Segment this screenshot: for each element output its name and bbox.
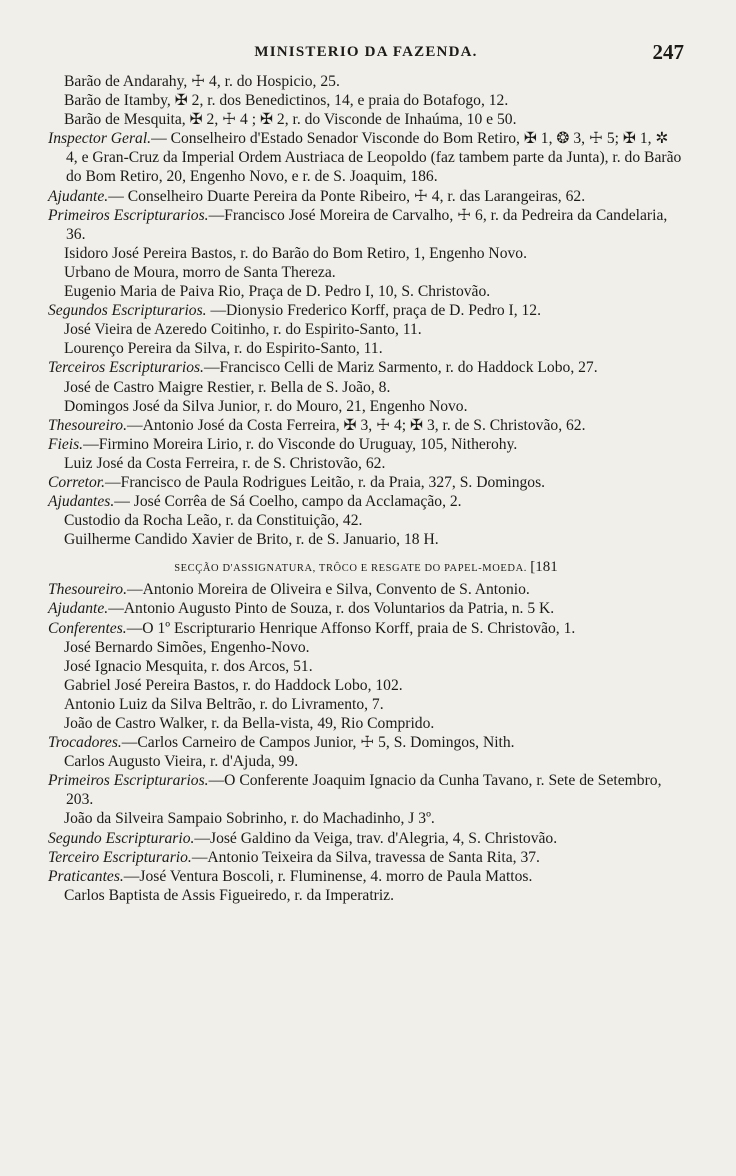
directory-entry xyxy=(48,301,684,320)
entry-text: — Conselheiro d'Estado Senador Visconde do Bom Retiro, ✠ 1, ❂ 3, ☩ 5; ✠ 1, ✲ 4, e Gran-Cruz da Imperial Ordem Austriaca de Leopoldo (faz tambem parte da Junta), r. do Barão do Bom Retiro, 20, Engenho Novo, e r. de S. Joaquim, 186. xyxy=(66,130,682,186)
entry-text: Gabriel José Pereira Bastos, r. do Haddock Lobo, 102. xyxy=(64,676,403,694)
entry-role: Inspector Geral. xyxy=(48,130,152,148)
directory-entry xyxy=(48,733,684,752)
entry-role: Segundo Escripturario. xyxy=(48,829,195,847)
directory-entry xyxy=(48,657,684,676)
entry-text: —Antonio Moreira de Oliveira e Silva, Convento de S. Antonio. xyxy=(126,581,530,599)
entry-text: José de Castro Maigre Restier, r. Bella de S. João, 8. xyxy=(64,378,391,396)
directory-entry xyxy=(48,492,684,511)
entry-text: — Conselheiro Duarte Pereira da Ponte Ribeiro, ☩ 4, r. das Larangeiras, 62. xyxy=(108,187,586,205)
entry-text: —Antonio Teixeira da Silva, travessa de Santa Rita, 37. xyxy=(191,848,540,866)
entry-text: José Vieira de Azeredo Coitinho, r. do Espirito-Santo, 11. xyxy=(64,321,422,339)
entry-text: Urbano de Moura, morro de Santa Thereza. xyxy=(64,263,336,281)
entry-text: Carlos Baptista de Assis Figueiredo, r. da Imperatriz. xyxy=(64,886,395,904)
directory-entry xyxy=(48,580,684,599)
directory-entry xyxy=(48,91,684,110)
entry-role: Fieis. xyxy=(48,435,84,453)
page-header xyxy=(48,40,684,68)
section-heading-text: SECÇÃO D'ASSIGNATURA, TRÔCO E RESGATE DO PAPEL-MOEDA. xyxy=(174,563,528,575)
entry-text: Barão de Itamby, ✠ 2, r. dos Benedictinos, 14, e praia do Botafogo, 12. xyxy=(64,92,509,110)
directory-entry xyxy=(48,454,684,473)
entry-text: José Ignacio Mesquita, r. dos Arcos, 51. xyxy=(64,657,313,675)
directory-list-papel-moeda xyxy=(48,580,684,905)
entry-text: João da Silveira Sampaio Sobrinho, r. do Machadinho, J 3º. xyxy=(64,810,435,828)
directory-entry xyxy=(48,829,684,848)
page-number: 247 xyxy=(652,40,684,64)
directory-entry xyxy=(48,599,684,618)
entry-text: Luiz José da Costa Ferreira, r. de S. Christovão, 62. xyxy=(64,454,386,472)
entry-text: —Francisco de Paula Rodrigues Leitão, r. da Praia, 327, S. Domingos. xyxy=(105,473,546,491)
entry-text: —José Galdino da Veiga, trav. d'Alegria, 4, S. Christovão. xyxy=(194,829,558,847)
entry-role: Ajudante. xyxy=(48,187,109,205)
entry-text: José Bernardo Simões, Engenho-Novo. xyxy=(64,638,310,656)
entry-text: Eugenio Maria de Paiva Rio, Praça de D. Pedro I, 10, S. Christovão. xyxy=(64,283,491,301)
entry-role: Terceiros Escripturarios. xyxy=(48,359,204,377)
entry-text: —Firmino Moreira Lirio, r. do Visconde do Uruguay, 105, Nitherohy. xyxy=(83,435,518,453)
entry-text: Lourenço Pereira da Silva, r. do Espirito-Santo, 11. xyxy=(64,340,383,358)
entry-text: —José Ventura Boscoli, r. Fluminense, 4. morro de Paula Mattos. xyxy=(123,867,533,885)
entry-role: Ajudantes. xyxy=(48,493,115,511)
entry-role: Primeiros Escripturarios. xyxy=(48,772,209,790)
entry-role: Segundos Escripturarios. xyxy=(48,302,207,320)
directory-entry xyxy=(48,282,684,301)
entry-text: — José Corrêa de Sá Coelho, campo da Acclamação, 2. xyxy=(114,493,462,511)
directory-entry xyxy=(48,244,684,263)
directory-entry xyxy=(48,809,684,828)
entry-role: Thesoureiro. xyxy=(48,581,127,599)
directory-entry xyxy=(48,714,684,733)
entry-text: —Antonio José da Costa Ferreira, ✠ 3, ☩ 4; ✠ 3, r. de S. Christovão, 62. xyxy=(126,416,586,434)
directory-entry xyxy=(48,416,684,435)
entry-text: Carlos Augusto Vieira, r. d'Ajuda, 99. xyxy=(64,753,299,771)
directory-entry xyxy=(48,187,684,206)
entry-role: Ajudante. xyxy=(48,600,109,618)
entry-text: Barão de Mesquita, ✠ 2, ☩ 4 ; ✠ 2, r. do Visconde de Inhaúma, 10 e 50. xyxy=(64,111,517,129)
entry-text: Isidoro José Pereira Bastos, r. do Barão do Bom Retiro, 1, Engenho Novo. xyxy=(64,244,527,262)
directory-entry xyxy=(48,695,684,714)
directory-entry xyxy=(48,110,684,129)
directory-entry xyxy=(48,848,684,867)
directory-entry xyxy=(48,638,684,657)
entry-text: Guilherme Candido Xavier de Brito, r. de S. Januario, 18 H. xyxy=(64,531,439,549)
entry-text: —O Conferente Joaquim Ignacio da Cunha Tavano, r. Sete de Setembro, 203. xyxy=(66,772,662,809)
entry-text: —Francisco Celli de Mariz Sarmento, r. do Haddock Lobo, 27. xyxy=(203,359,598,377)
entry-text: Barão de Andarahy, ☩ 4, r. do Hospicio, 25. xyxy=(64,73,340,90)
entry-text: —Carlos Carneiro de Campos Junior, ☩ 5, S. Domingos, Nith. xyxy=(121,734,515,752)
entry-text: João de Castro Walker, r. da Bella-vista, 49, Rio Comprido. xyxy=(64,715,435,732)
directory-entry xyxy=(48,378,684,397)
entry-role: Corretor. xyxy=(48,473,106,491)
directory-entry xyxy=(48,619,684,638)
section-heading xyxy=(48,559,684,576)
directory-entry xyxy=(48,530,684,549)
entry-text: —Francisco José Moreira de Carvalho, ☩ 6, r. da Pedreira da Candelaria, 36. xyxy=(66,206,668,243)
entry-text: —O 1º Escripturario Henrique Affonso Korff, praia de S. Christovão, 1. xyxy=(126,619,576,637)
directory-entry xyxy=(48,867,684,886)
entry-role: Primeiros Escripturarios. xyxy=(48,206,209,224)
directory-entry xyxy=(48,339,684,358)
directory-list-fazenda xyxy=(48,72,684,549)
entry-text: —Dionysio Frederico Korff, praça de D. Pedro I, 12. xyxy=(206,302,542,320)
directory-entry xyxy=(48,752,684,771)
directory-entry xyxy=(48,435,684,454)
directory-entry xyxy=(48,320,684,339)
section-heading-number: [181 xyxy=(530,559,558,576)
entry-role: Thesoureiro. xyxy=(48,416,127,434)
directory-entry xyxy=(48,397,684,416)
directory-entry xyxy=(48,72,684,91)
directory-entry xyxy=(48,129,684,186)
entry-text: Antonio Luiz da Silva Beltrão, r. do Livramento, 7. xyxy=(64,695,384,713)
directory-entry xyxy=(48,886,684,905)
entry-role: Terceiro Escripturario. xyxy=(48,848,192,866)
directory-entry xyxy=(48,771,684,809)
entry-role: Conferentes. xyxy=(48,619,127,637)
directory-entry xyxy=(48,358,684,377)
entry-role: Trocadores. xyxy=(48,734,122,752)
running-title: MINISTERIO DA FAZENDA. xyxy=(254,44,478,60)
entry-text: —Antonio Augusto Pinto de Souza, r. dos Voluntarios da Patria, n. 5 K. xyxy=(108,600,555,618)
directory-entry xyxy=(48,473,684,492)
directory-entry xyxy=(48,206,684,244)
directory-entry xyxy=(48,263,684,282)
directory-entry xyxy=(48,511,684,530)
entry-role: Praticantes. xyxy=(48,867,124,885)
directory-entry xyxy=(48,676,684,695)
entry-text: Custodio da Rocha Leão, r. da Constituição, 42. xyxy=(64,512,363,530)
entry-text: Domingos José da Silva Junior, r. do Mouro, 21, Engenho Novo. xyxy=(64,397,468,415)
